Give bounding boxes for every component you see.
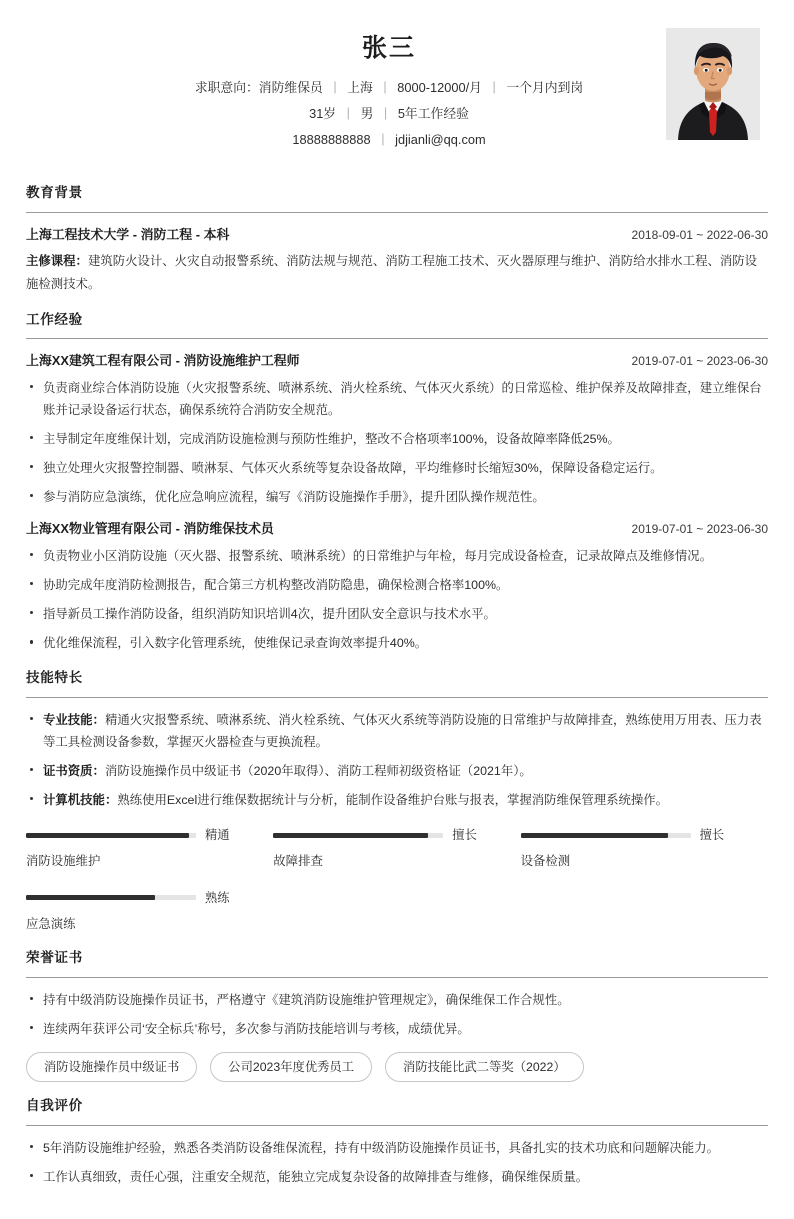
work-date: 2019-07-01 ~ 2023-06-30: [631, 522, 768, 537]
section-title-honors: 荣誉证书: [26, 947, 768, 977]
skill-level-label: 擅长: [699, 827, 725, 842]
candidate-age: 31岁: [309, 105, 337, 121]
skill-progress-track: [521, 833, 691, 838]
separator-icon: |: [333, 78, 337, 94]
section-title-education: 教育背景: [26, 182, 768, 212]
section-title-skills: 技能特长: [26, 667, 768, 697]
skill-bullet-text: 熟练使用Excel进行维保数据统计与分析，能制作设备维护台账与报表，掌握消防维保管理系统操作。: [117, 792, 669, 807]
job-intent-city: 上海: [347, 79, 373, 95]
skills-bullet-list: [26, 709, 768, 811]
header-meta-line-2: [112, 101, 666, 127]
work-bullet-list: [26, 377, 768, 508]
education-courses-text: 建筑防火设计、火灾自动报警系统、消防法规与规范、消防工程施工技术、灭火器原理与维护、消防给水排水工程、消防设施检测技术。: [26, 253, 758, 291]
honor-chip-list: [26, 1052, 768, 1082]
candidate-gender: 男: [360, 105, 374, 121]
education-entry-head: [26, 224, 768, 246]
skill-bullet-label: 计算机技能：: [43, 792, 118, 807]
work-heading: 上海XX建筑工程有限公司 - 消防设施维护工程师: [26, 352, 300, 368]
skill-bar-item: [521, 825, 768, 872]
skill-progress-track: [273, 833, 443, 838]
list-item: 连续两年获评公司‘安全标兵’称号，多次参与消防技能培训与考核，成绩优异。: [26, 1018, 768, 1040]
skill-bar-row: [273, 825, 494, 845]
skill-level-label: 精通: [205, 827, 230, 842]
work-date: 2019-07-01 ~ 2023-06-30: [631, 353, 768, 368]
section-education: [26, 182, 768, 295]
candidate-phone: 18888888888: [292, 132, 371, 148]
separator-icon: |: [383, 104, 388, 120]
work-entry: [26, 350, 768, 508]
avatar-portrait-icon: [666, 28, 760, 140]
skill-bullet-label: 专业技能：: [43, 712, 105, 727]
honor-chip: 消防设施操作员中级证书: [26, 1052, 197, 1082]
skill-progress-fill: [521, 833, 669, 838]
education-entry: [26, 224, 768, 296]
job-intent-availability: 一个月内到岗: [506, 79, 584, 95]
section-self-evaluation: [26, 1095, 768, 1188]
skill-bullet-text: 精通火灾报警系统、喷淋系统、消火栓系统、气体灭火系统等消防设施的日常维护与故障排查，熟练使用万用表、压力表等工具检测设备参数，掌握灭火器检查与更换流程。: [43, 712, 762, 749]
list-item: 工作认真细致，责任心强，注重安全规范，能独立完成复杂设备的故障排查与维修，确保维保质量。: [26, 1166, 768, 1188]
job-intent-label: 求职意向：: [194, 79, 259, 95]
list-item: [26, 789, 768, 811]
education-courses: [26, 250, 768, 296]
list-item: 主导制定年度维保计划，完成消防设施检测与预防性维护，整改不合格项率100%，设备故障率降低25%。: [26, 428, 768, 450]
list-item: 协助完成年度消防检测报告，配合第三方机构整改消防隐患，确保检测合格率100%。: [26, 574, 768, 596]
skill-progress-track: [26, 895, 196, 900]
list-item: 负责物业小区消防设施（灭火器、报警系统、喷淋系统）的日常维护与年检，每月完成设备检查，记录故障点及维修情况。: [26, 545, 768, 567]
section-work-experience: [26, 309, 768, 655]
work-bullet-list: [26, 545, 768, 654]
list-item: 持有中级消防设施操作员证书，严格遵守《建筑消防设施维护管理规定》，确保维保工作合规性。: [26, 989, 768, 1011]
list-item: 独立处理火灾报警控制器、喷淋泵、气体灭火系统等复杂设备故障，平均维修时长缩短30%，保障设备稳定运行。: [26, 457, 768, 479]
list-item: 参与消防应急演练，优化应急响应流程，编写《消防设施操作手册》，提升团队操作规范性。: [26, 486, 768, 508]
education-heading: 上海工程技术大学 - 消防工程 - 本科: [26, 226, 230, 242]
separator-icon: |: [492, 78, 496, 94]
section-title-self-evaluation: 自我评价: [26, 1095, 768, 1125]
page-title: 张三: [361, 34, 416, 62]
skill-progress-fill: [26, 833, 189, 838]
section-skills: [26, 667, 768, 934]
avatar: [666, 28, 760, 140]
skill-bar-item: [273, 825, 520, 872]
candidate-email: jdjianli@qq.com: [395, 132, 486, 148]
section-title-work: 工作经验: [26, 309, 768, 339]
separator-icon: |: [383, 78, 387, 94]
section-honors: [26, 947, 768, 1082]
job-intent-salary: 8000-12000/月: [397, 79, 482, 95]
skill-bar-item: [26, 888, 273, 935]
skill-name-label: 应急演练: [26, 916, 76, 931]
honor-chip: 公司2023年度优秀员工: [210, 1052, 372, 1082]
work-entry-head: [26, 518, 768, 540]
job-intent-position: 消防维保员: [258, 79, 323, 95]
header-meta-line-1: [112, 75, 666, 101]
skill-level-label: 擅长: [452, 827, 477, 842]
skill-progress-fill: [26, 895, 155, 900]
header-text-block: [26, 26, 666, 153]
work-heading: 上海XX物业管理有限公司 - 消防维保技术员: [26, 521, 274, 537]
skill-bar-row: [26, 825, 247, 845]
separator-icon: |: [381, 131, 385, 147]
skill-name-label: 消防设施维护: [26, 854, 101, 869]
skill-bar-row: [521, 825, 742, 845]
list-item: [26, 709, 768, 753]
list-item: 负责商业综合体消防设施（火灾报警系统、喷淋系统、消火栓系统、气体灭火系统）的日常巡检、维护保养及故障排查，建立维保台账并记录设备运行状态，确保系统符合消防安全规范。: [26, 377, 768, 421]
skill-bullet-label: 证书资质：: [43, 763, 105, 778]
skill-name-label: 故障排查: [273, 854, 323, 869]
education-date: 2018-09-01 ~ 2022-06-30: [631, 227, 768, 242]
work-entry-head: [26, 350, 768, 372]
skill-progress-fill: [273, 833, 428, 838]
header-meta-line-3: [112, 127, 666, 153]
honors-bullet-list: [26, 989, 768, 1040]
separator-icon: |: [346, 104, 350, 120]
work-entry: [26, 518, 768, 654]
resume-header: [26, 22, 768, 169]
skill-bar-row: [26, 888, 247, 908]
honor-chip: 消防技能比武二等奖（2022）: [385, 1052, 584, 1082]
candidate-experience: 5年工作经验: [397, 105, 469, 121]
list-item: 指导新员工操作消防设备，组织消防知识培训4次，提升团队安全意识与技术水平。: [26, 603, 768, 625]
skill-bar-grid: [26, 825, 768, 935]
skill-progress-track: [26, 833, 196, 838]
skill-bar-item: [26, 825, 273, 872]
skill-bullet-text: 消防设施操作员中级证书（2020年取得）、消防工程师初级资格证（2021年）。: [104, 763, 532, 778]
list-item: [26, 760, 768, 782]
self-evaluation-bullet-list: [26, 1137, 768, 1188]
skill-level-label: 熟练: [205, 890, 230, 905]
education-courses-label: 主修课程：: [26, 253, 88, 268]
skill-name-label: 设备检测: [520, 854, 571, 869]
list-item: 优化维保流程，引入数字化管理系统，使维保记录查询效率提升40%。: [26, 632, 768, 654]
list-item: 5年消防设施维护经验，熟悉各类消防设备维保流程，持有中级消防设施操作员证书，具备扎实的技术功底和问题解决能力。: [26, 1137, 768, 1159]
